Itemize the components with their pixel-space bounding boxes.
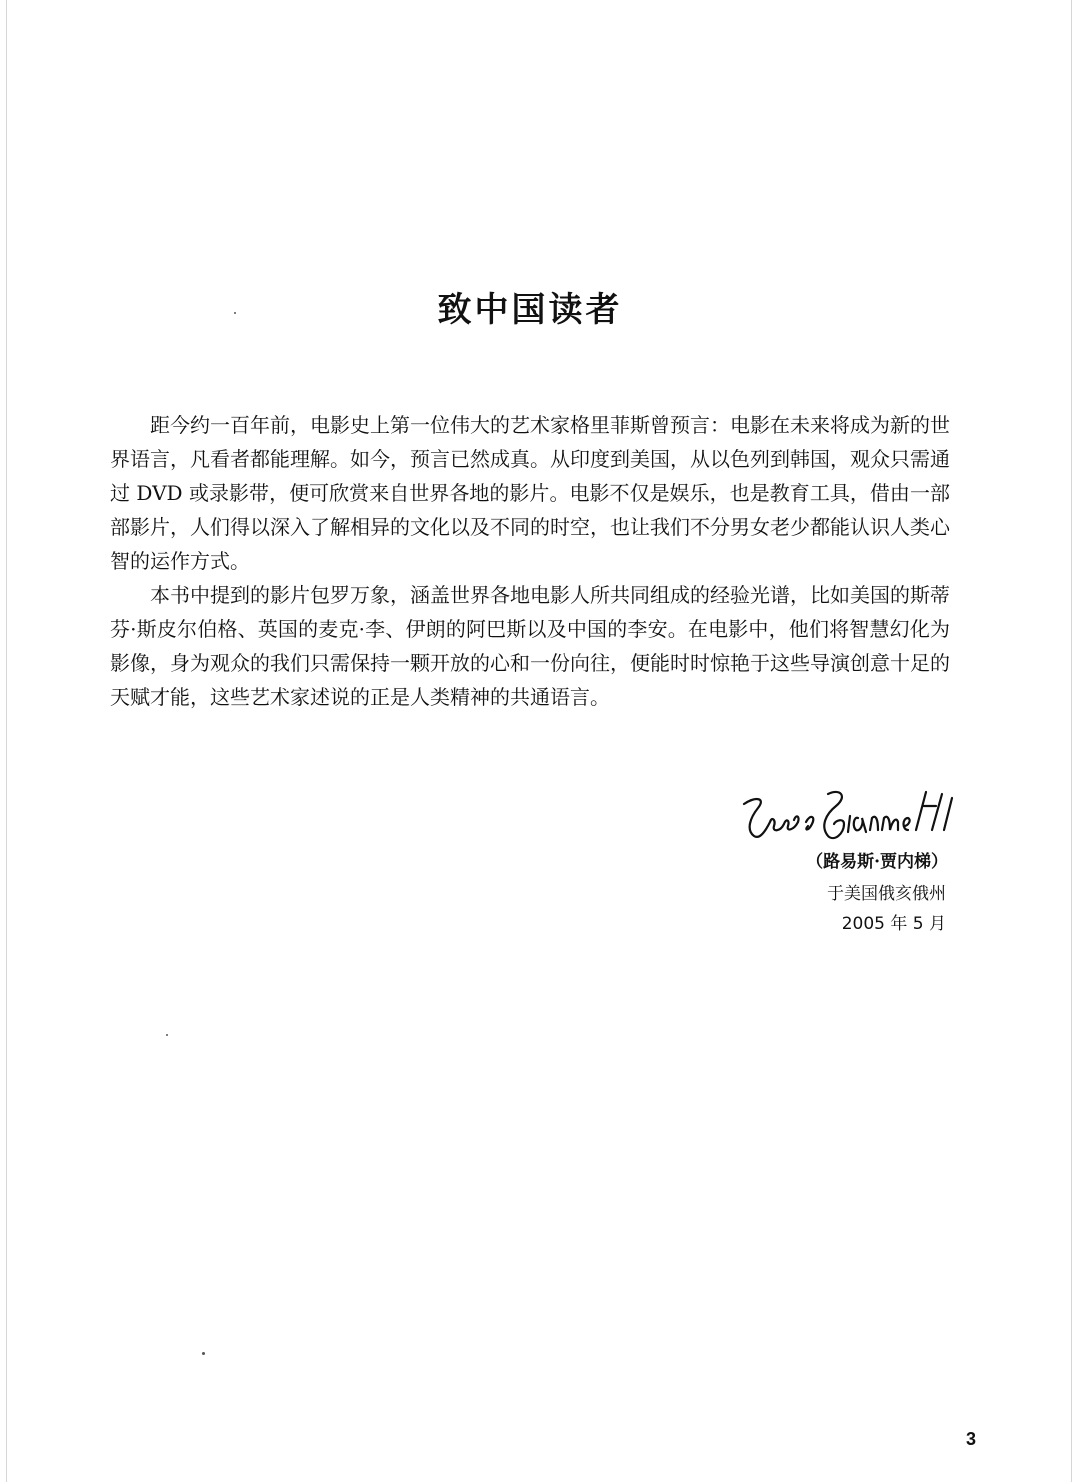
signing-place: 于美国俄亥俄州 <box>827 884 946 904</box>
scan-speck <box>234 312 236 314</box>
paragraph-2: 本书中提到的影片包罗万象，涵盖世界各地电影人所共同组成的经验光谱，比如美国的斯蒂芬·斯皮尔伯格、英国的麦克·李、伊朗的阿巴斯以及中国的李安。在电影中，他们将智慧幻化为影像，身为观众的我们只需保持一颗开放的心和一份向往，便能时时惊艳于这些导演创意十足的天赋才能，这些艺术家述说的正是人类精神的共通语言。 <box>110 583 950 709</box>
page-title: 致中国读者 <box>437 290 623 330</box>
body-text <box>110 408 950 714</box>
signing-date: 2005 年 5 月 <box>841 914 946 934</box>
scan-speck <box>166 1034 168 1036</box>
handwritten-signature <box>736 786 958 846</box>
page-number: 3 <box>965 1429 976 1449</box>
scan-speck <box>202 1352 205 1355</box>
author-name: （路易斯·贾内梯） <box>806 852 948 872</box>
page-frame <box>6 0 1072 1482</box>
paragraph-1: 距今约一百年前，电影史上第一位伟大的艺术家格里菲斯曾预言：电影在未来将成为新的世界语言，凡看者都能理解。如今，预言已然成真。从印度到美国，从以色列到韩国，观众只需通过 DVD 或录影带，便可欣赏来自世界各地的影片。电影不仅是娱乐，也是教育工具，借由一部部影片，人们得以深入了解相异的文化以及不同的时空，也让我们不分男女老少都能认识人类心智的运作方式。 <box>110 413 950 573</box>
